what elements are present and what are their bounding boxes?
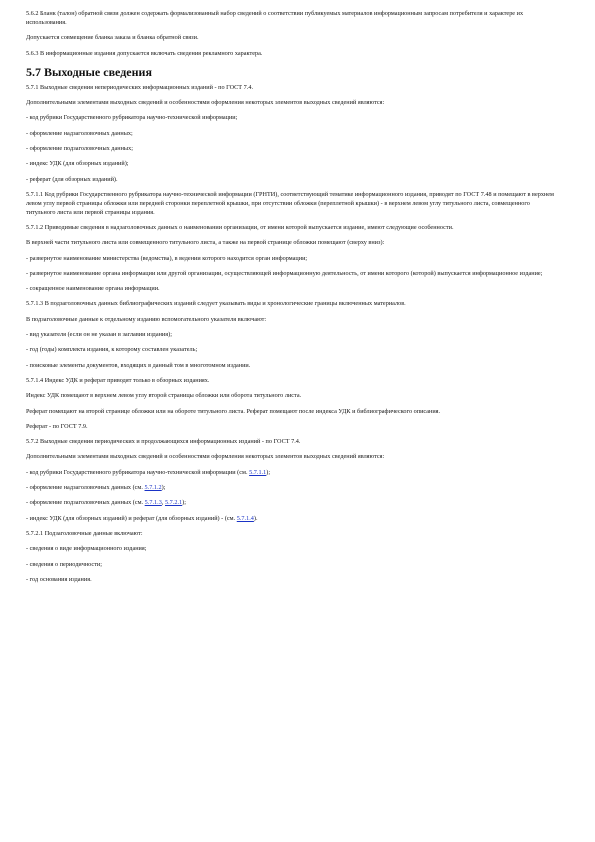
clause-link[interactable]: 5.7.1.1: [249, 468, 267, 476]
list-item: - развернутое наименование министерства (ведомства), в ведении которого находится орган информации;: [26, 254, 308, 262]
paragraph: Индекс УДК помещают в верхнем левом углу второй страницы обложки или оборота титульного листа.: [26, 392, 302, 400]
list-item-text: - индекс УДК (для обзорных изданий) и реферат (для обзорных изданий) - (см.: [26, 514, 237, 522]
paragraph: 5.7.1.3 В подзаголовочных данных библиографических изданий следует указывать виды и хронологические границы включенных материалов.: [26, 300, 406, 308]
list-item: - сокращенное наименование органа информации.: [26, 285, 160, 293]
document-page: [26, 10, 556, 591]
paragraph: Допускается совмещение бланка заказа и бланка обратной связи.: [26, 34, 199, 42]
list-item-text: );: [182, 499, 186, 507]
list-item: [26, 469, 556, 478]
paragraph: 5.6.2 Бланк (талон) обратной связи должен содержать формализованный набор сведений о соответствии публикуемых материалов информационным запросам потребителя и характере их использования.: [26, 10, 524, 26]
section-heading: 5.7 Выходные сведения: [26, 64, 152, 79]
paragraph: 5.7.1 Выходные сведения непериодических информационных изданий - по ГОСТ 7.4.: [26, 83, 254, 91]
list-item: [26, 515, 556, 524]
paragraph: Реферат помещают на второй странице обложки или на обороте титульного листа. Реферат помещают после индекса УДК и библиографического описания.: [26, 407, 441, 415]
clause-link[interactable]: 5.7.1.3: [144, 499, 162, 507]
list-item-text: - оформление надзаголовочных данных (см.: [26, 484, 145, 492]
list-item-text: - код рубрики Государственного рубрикатора научно-технической информации (см.: [26, 468, 250, 476]
list-item: - сведения о виде информационного издания;: [26, 545, 147, 553]
list-item: - код рубрики Государственного рубрикатора научно-технической информации;: [26, 114, 238, 122]
list-item: - год основания издания.: [26, 575, 92, 583]
list-item: [26, 499, 556, 508]
clause-link[interactable]: 5.7.2.1: [164, 499, 183, 507]
paragraph: Дополнительными элементами выходных сведений и особенностями оформления некоторых элементов выходных сведений являются:: [26, 99, 385, 107]
list-item: - оформление надзаголовочных данных;: [26, 129, 133, 137]
paragraph: 5.7.2.1 Подзаголовочные данные включают:: [26, 529, 143, 537]
paragraph: 5.7.1.1 Код рубрики Государственного рубрикатора научно-технической информации (ГРНТИ), соответствующий тематике информационного издания, приводят по ГОСТ 7.48 и помещают в верхнем левом углу первой страницы обложки или передней сторонки переплетной крышки, при отсутствии обложки (переплетной крышки) - в верхнем левом углу титульного листа, совмещенного титульного листа или первой страницы издания.: [26, 190, 554, 216]
paragraph: 5.6.3 В информационные издания допускается включать сведения рекламного характера.: [26, 49, 263, 57]
list-item: - индекс УДК (для обзорных изданий);: [26, 160, 129, 168]
list-item-text: );: [266, 468, 271, 476]
list-item-text: ).: [253, 514, 258, 522]
list-item: - оформление подзаголовочных данных;: [26, 144, 133, 152]
paragraph: Дополнительными элементами выходных сведений и особенностями оформления некоторых элементов выходных сведений являются:: [26, 453, 385, 461]
list-item-text: );: [161, 484, 166, 492]
paragraph: Реферат - по ГОСТ 7.9.: [26, 422, 88, 430]
list-item: - год (годы) комплекта издания, к которому составлен указатель;: [26, 346, 198, 354]
list-item-text: - оформление подзаголовочных данных (см.: [26, 499, 145, 507]
paragraph: 5.7.1.2 Приводимые сведения в надзаголовочных данных о наименовании организации, от имени которой выпускается издание, имеют следующие особенности.: [26, 223, 454, 231]
paragraph: 5.7.1.4 Индекс УДК и реферат приводят только в обзорных изданиях.: [26, 376, 210, 384]
list-item: - поисковые элементы документов, входящих в данный том в многотомном издании.: [26, 361, 251, 369]
clause-link[interactable]: 5.7.1.4: [236, 514, 254, 522]
list-item: - вид указателя (если он не указан в заглавии издания);: [26, 331, 172, 339]
list-item: - реферат (для обзорных изданий).: [26, 175, 118, 183]
paragraph: В подзаголовочные данные к отдельному изданию вспомогательного указателя включают:: [26, 315, 267, 323]
list-item: [26, 484, 556, 493]
list-item-text: ,: [161, 499, 165, 507]
clause-link[interactable]: 5.7.1.2: [144, 484, 162, 492]
paragraph: В верхней части титульного листа или совмещенного титульного листа, а также на первой странице обложки помещают (сверху вниз):: [26, 239, 385, 247]
paragraph: 5.7.2 Выходные сведения периодических и продолжающихся информационных изданий - по ГОСТ 7.4.: [26, 438, 301, 446]
list-item: - сведения о периодичности;: [26, 560, 102, 568]
list-item: - развернутое наименование органа информации или другой организации, осуществляющей информационную деятельность, от имени которого (которой) выпускается информационное издание;: [26, 269, 543, 277]
